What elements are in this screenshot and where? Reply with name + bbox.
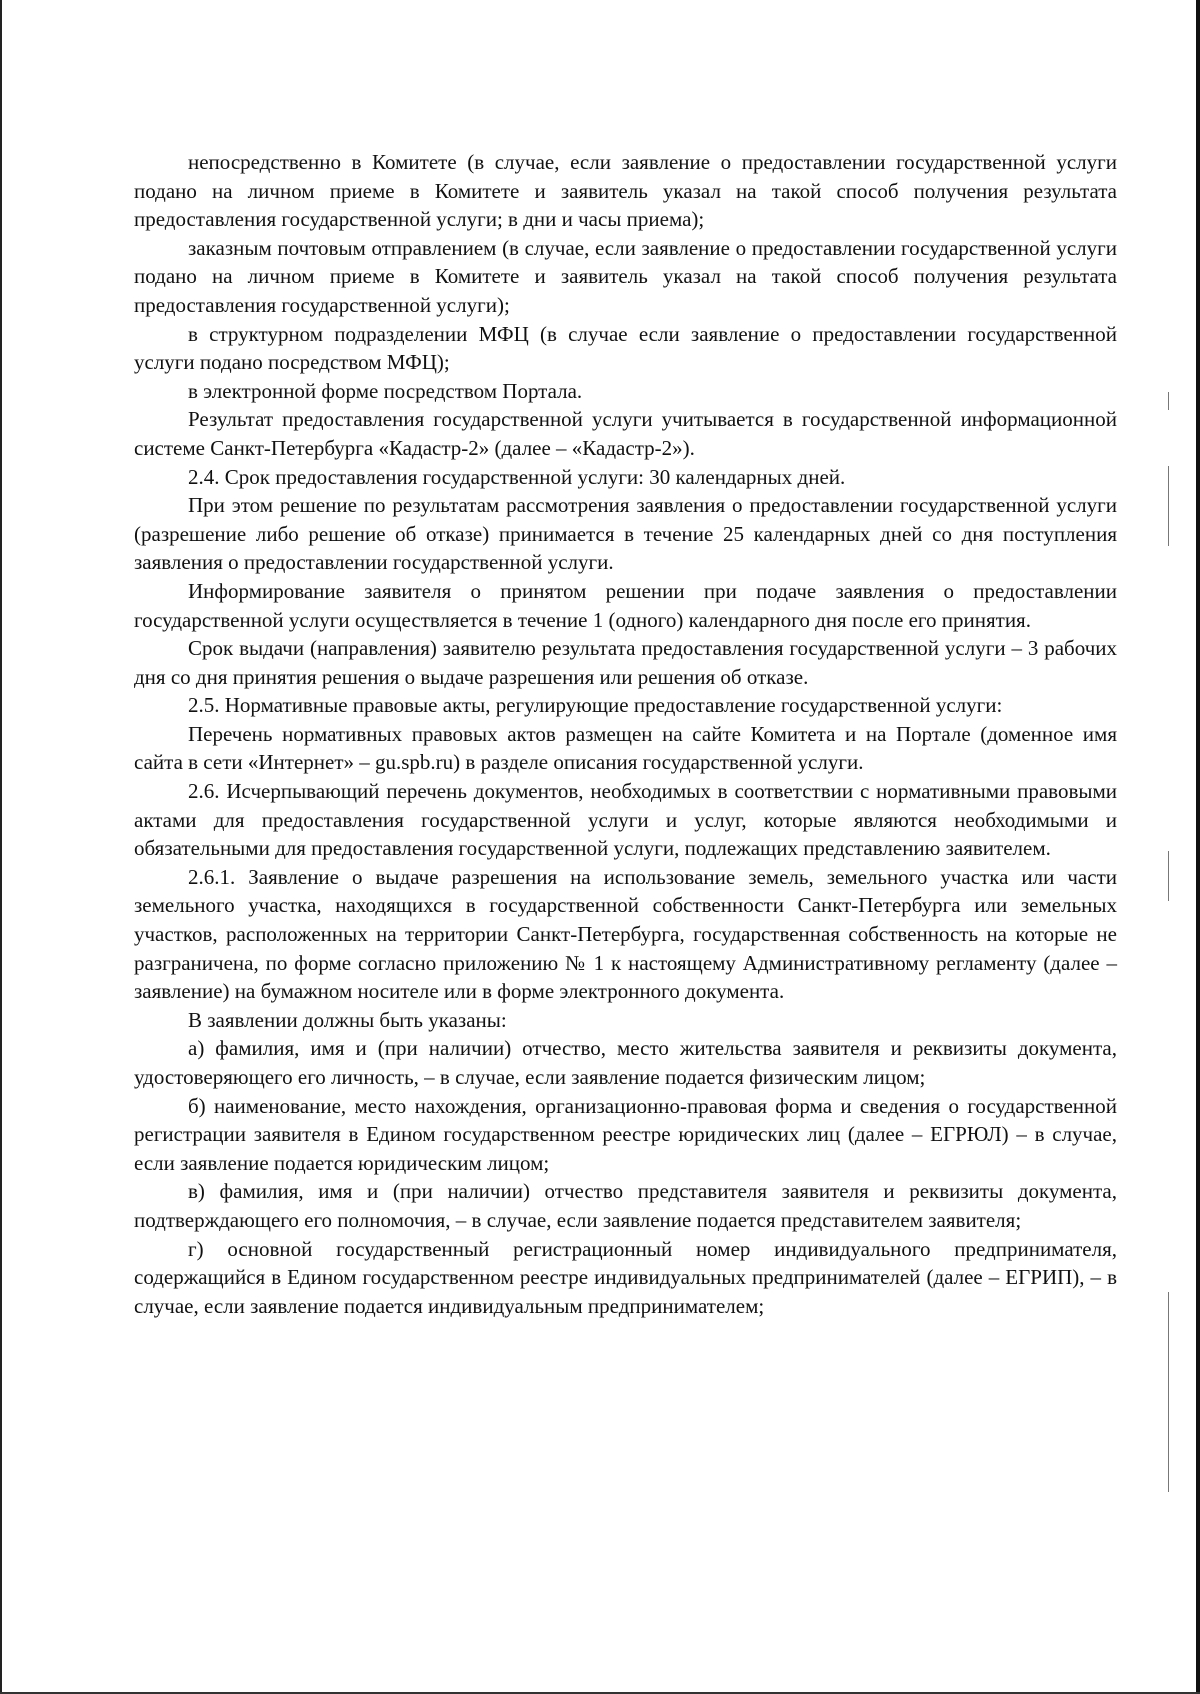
- paragraph-informing: Информирование заявителя о принятом решении при подаче заявления о предоставлении государственной услуги осуществляется в течение 1 (одного) календарного дня после его принятия.: [134, 578, 1117, 632]
- paragraph-result-kadastr: Результат предоставления государственной услуги учитывается в государственной информационной системе Санкт-Петербурга «Кадастр-2» (далее – «Кадастр-2»).: [134, 407, 1117, 460]
- paragraph-item-b: б) наименование, место нахождения, организационно-правовая форма и сведения о государственной регистрации заявителя в Едином государственном реестре юридических лиц (далее – ЕГРЮЛ) – в случае, если заявление подается юридическим лицом;: [134, 1093, 1117, 1175]
- paragraph-decision-term: При этом решение по результатам рассмотрения заявления о предоставлении государственной услуги (разрешение либо решение об отказе) принимается в течение 25 календарных дней со дня поступления заявления о предоставлении государственной услуги.: [134, 493, 1117, 575]
- scan-edge-left: [0, 0, 2, 1694]
- paragraph-issue-term: Срок выдачи (направления) заявителю результата предоставления государственной услуги – 3 рабочих дня со дня принятия решения о выдаче разрешения или решения об отказе.: [134, 636, 1117, 689]
- paragraph-portal: в электронной форме посредством Портала.: [188, 378, 583, 403]
- document-body: [134, 148, 1117, 1320]
- paragraph-required-fields: В заявлении должны быть указаны:: [188, 1007, 507, 1032]
- paragraph-mfc: в структурном подразделении МФЦ (в случае если заявление о предоставлении государственной услуги подано посредством МФЦ);: [134, 321, 1117, 375]
- paragraph-komitet: непосредственно в Комитете (в случае, если заявление о предоставлении государственной услуги подано на личном приеме в Комитете и заявитель указал на такой способ получения результата предоставления государственной услуги; в дни и часы приема);: [134, 150, 1117, 232]
- scan-margin-mark: [1168, 851, 1169, 901]
- paragraph-postal: заказным почтовым отправлением (в случае, если заявление о предоставлении государственной услуги подано на личном приеме в Комитете и заявитель указал на такой способ получения результата предоставления государственной услуги);: [134, 235, 1117, 317]
- scan-margin-mark: [1168, 392, 1169, 410]
- paragraph-acts-list: Перечень нормативных правовых актов размещен на сайте Комитета и на Портале (доменное имя сайта в сети «Интернет» – gu.spb.ru) в разделе описания государственной услуги.: [134, 721, 1117, 775]
- paragraph-item-g: г) основной государственный регистрационный номер индивидуального предпринимателя, содержащийся в Едином государственном реестре индивидуальных предпринимателей (далее – ЕГРИП), – в случае, если заявление подается индивидуальным предпринимателем;: [134, 1236, 1117, 1318]
- paragraph-item-a: а) фамилия, имя и (при наличии) отчество, место жительства заявителя и реквизиты документа, удостоверяющего его личность, – в случае, если заявление подается физическим лицом;: [134, 1036, 1117, 1089]
- paragraph-2-6-1: 2.6.1. Заявление о выдаче разрешения на использование земель, земельного участка или части земельного участка, находящихся в государственной собственности Санкт-Петербурга или земельных участков, расположенных на территории Санкт-Петербурга, государственная собственность на которые не разграничена, по форме согласно приложению № 1 к настоящему Административному регламенту (далее – заявление) на бумажном носителе или в форме электронного документа.: [134, 864, 1117, 1004]
- scan-edge-right: [1196, 0, 1200, 1694]
- scan-margin-mark: [1168, 1292, 1169, 1492]
- paragraph-2-4: 2.4. Срок предоставления государственной услуги: 30 календарных дней.: [188, 464, 846, 489]
- paragraph-2-6: 2.6. Исчерпывающий перечень документов, необходимых в соответствии с нормативными правовыми актами для предоставления государственной услуги и услуг, которые являются необходимыми и обязательными для предоставления государственной услуги, подлежащих представлению заявителем.: [134, 779, 1117, 861]
- scan-margin-mark: [1168, 466, 1169, 546]
- paragraph-item-v: в) фамилия, имя и (при наличии) отчество представителя заявителя и реквизиты документа, подтверждающего его полномочия, – в случае, если заявление подается представителем заявителя;: [134, 1179, 1117, 1232]
- paragraph-2-5: 2.5. Нормативные правовые акты, регулирующие предоставление государственной услуги:: [188, 693, 1003, 718]
